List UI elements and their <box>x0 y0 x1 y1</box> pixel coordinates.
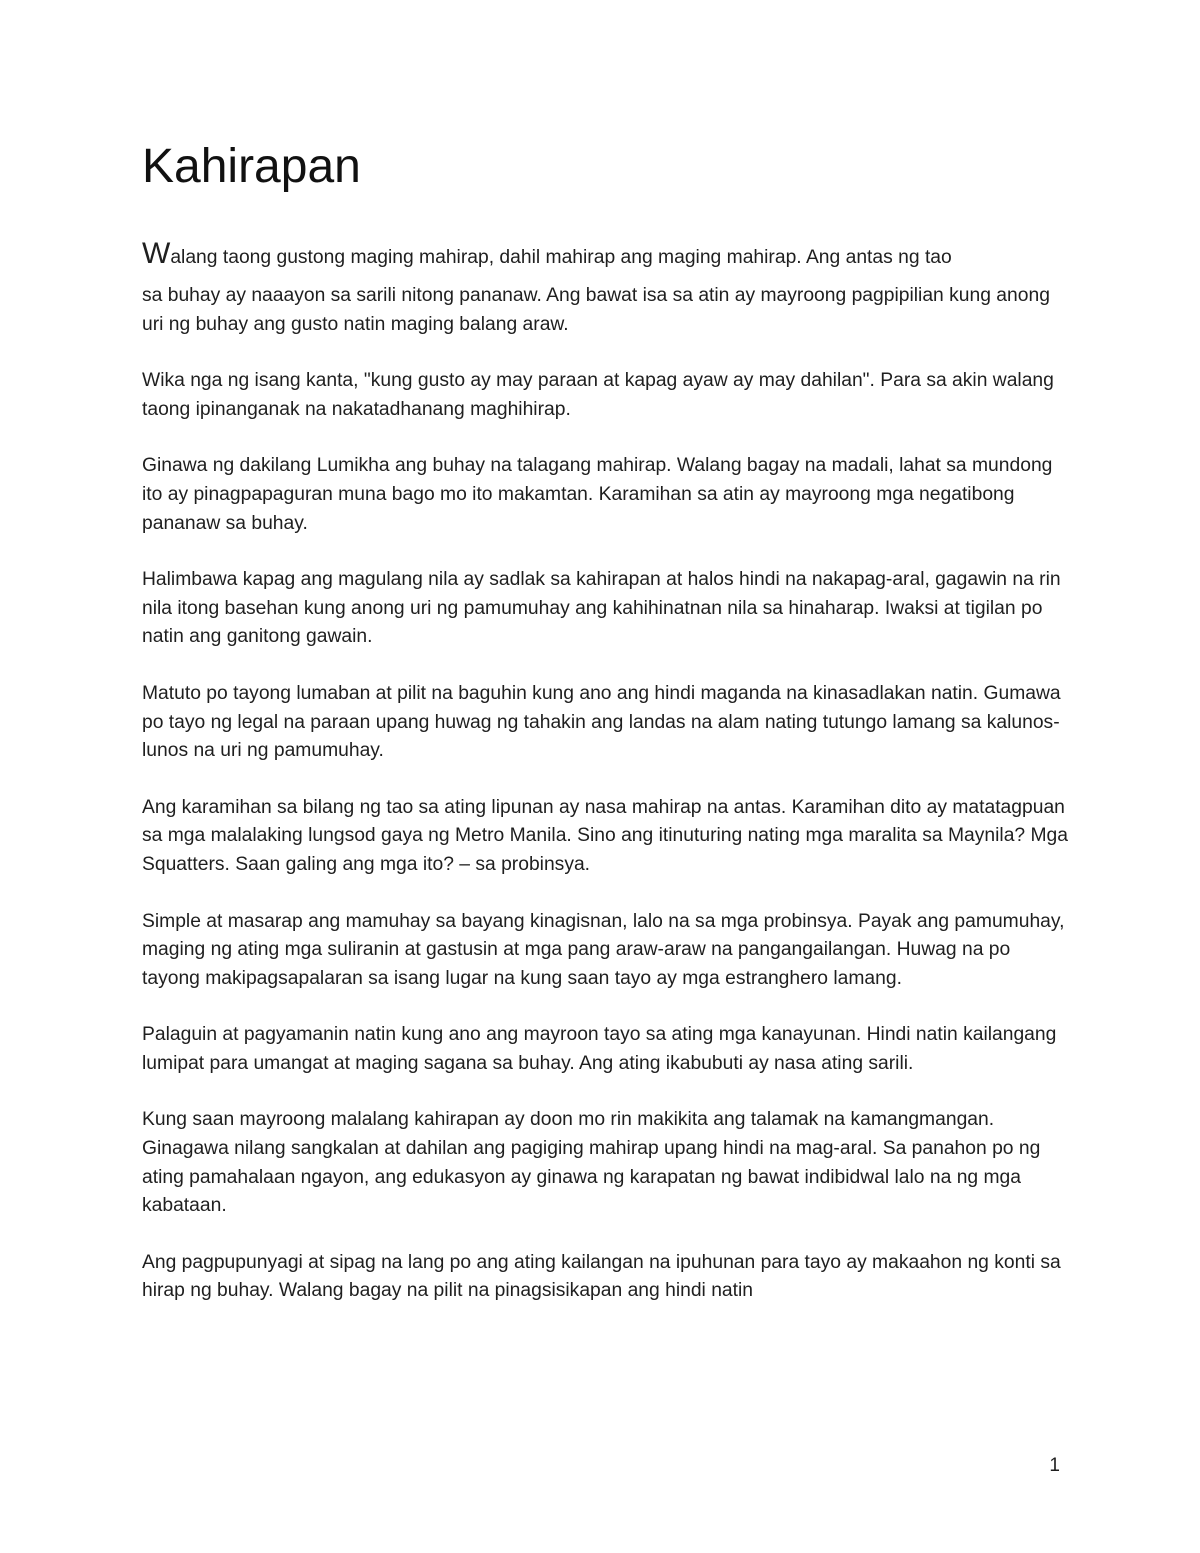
paragraph-1-first-line <box>142 234 1072 282</box>
paragraph-1-rest: sa buhay ay naaayon sa sarili nitong pananaw. Ang bawat isa sa atin ay mayroong pagpipilian kung anong uri ng buhay ang gusto natin maging balang araw. <box>142 285 1050 335</box>
paragraph-5: Matuto po tayong lumaban at pilit na baguhin kung ano ang hindi maganda na kinasadlakan natin. Gumawa po tayo ng legal na paraan upang huwag ng tahakin ang landas na alam nating tutungo lamang sa kalunos-lunos na uri ng pamumuhay. <box>142 682 1061 762</box>
paragraph-10: Ang pagpupunyagi at sipag na lang po ang ating kailangan na ipuhunan para tayo ay makaahon ng konti sa hirap ng buhay. Walang bagay na pilit na pinagsisikapan ang hindi natin <box>142 1251 1061 1302</box>
paragraph-9: Kung saan mayroong malalang kahirapan ay doon mo rin makikita ang talamak na kamangmangan. Ginagawa nilang sangkalan at dahilan ang pagiging mahirap upang hindi na mag-aral. Sa panahon po ng ating pamahalaan ngayon, ang edukasyon ay ginawa ng karapatan ng bawat indibidwal lalo na ng mga kabataan. <box>142 1109 1041 1217</box>
paragraph-1-first-line-text: alang taong gustong maging mahirap, dahil mahirap ang maging mahirap. Ang antas ng tao <box>170 247 952 268</box>
paragraph-2: Wika nga ng isang kanta, "kung gusto ay may paraan at kapag ayaw ay may dahilan". Para sa akin walang taong ipinanganak na nakatadhanang maghihirap. <box>142 370 1054 420</box>
paragraph-1 <box>142 234 1072 339</box>
paragraph-4: Halimbawa kapag ang magulang nila ay sadlak sa kahirapan at halos hindi na nakapag-aral, gagawin na rin nila itong basehan kung anong uri ng pamumuhay ang kahihinatnan nila sa hinaharap. Iwaksi at tigilan po natin ang ganitong gawain. <box>142 569 1061 648</box>
document-title: Kahirapan <box>142 140 361 193</box>
paragraph-8: Palaguin at pagyamanin natin kung ano ang mayroon tayo sa ating mga kanayunan. Hindi natin kailangang lumipat para umangat at maging sagana sa buhay. Ang ating ikabubuti ay nasa ating sarili. <box>142 1024 1057 1074</box>
document-body <box>142 234 1072 1334</box>
paragraph-3: Ginawa ng dakilang Lumikha ang buhay na talagang mahirap. Walang bagay na madali, lahat sa mundong ito ay pinagpapaguran muna bago mo ito makamtan. Karamihan sa atin ay mayroong mga negatibong pananaw sa buhay. <box>142 455 1053 534</box>
paragraph-6: Ang karamihan sa bilang ng tao sa ating lipunan ay nasa mahirap na antas. Karamihan dito ay matatagpuan sa mga malalaking lungsod gaya ng Metro Manila. Sino ang itinuturing nating mga maralita sa Maynila? Mga Squatters. Saan galing ang mga ito? – sa probinsya. <box>142 796 1069 875</box>
paragraph-7: Simple at masarap ang mamuhay sa bayang kinagisnan, lalo na sa mga probinsya. Payak ang pamumuhay, maging ng ating mga suliranin at gastusin at mga pang araw-araw na pangangailangan. Huwag na po tayong makipagsapalaran sa isang lugar na kung saan tayo ay mga estranghero lamang. <box>142 910 1065 989</box>
drop-letter: W <box>142 237 171 270</box>
page-number: 1 <box>1049 1455 1060 1476</box>
